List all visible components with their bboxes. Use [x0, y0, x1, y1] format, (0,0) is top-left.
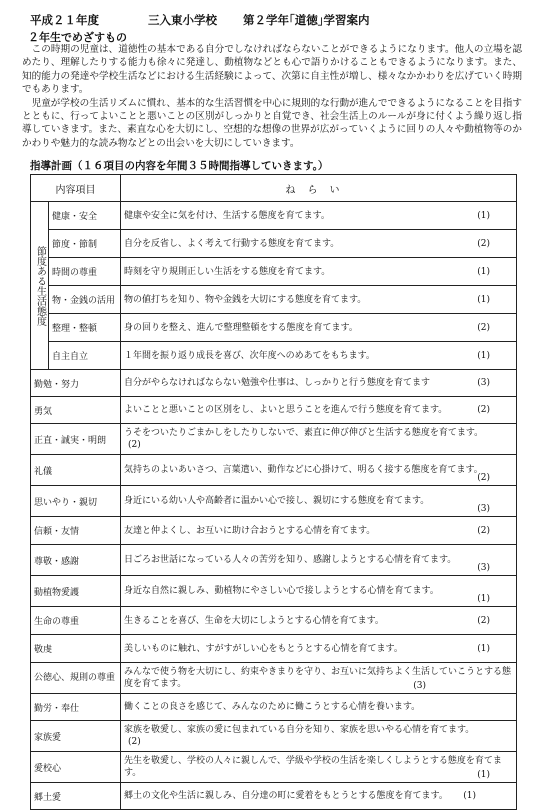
table-row	[31, 202, 517, 230]
hours-mark: (2)	[477, 525, 490, 536]
hours-mark: (1)	[477, 294, 490, 305]
aim-text: 気持ちのよいあいさつ、言葉遣い、動作などに心掛けて、明るく接する態度を育てます。	[124, 465, 483, 475]
aim-text: 日ごろお世話になっている人々の苦労を知り、感謝しようとする心情を育てます。	[124, 555, 457, 565]
aim-text: 先生を敬愛し、学校の人々に親しんで、学級や学校の生活を楽しくしようとする態度を育てます。	[124, 756, 502, 778]
content-item: 敬虔	[31, 635, 121, 663]
aim-cell	[121, 314, 517, 342]
aim-cell	[121, 783, 517, 810]
hours-mark: (3)	[477, 563, 490, 573]
table-row	[31, 455, 517, 486]
content-item: 動植物愛護	[31, 576, 121, 607]
content-item: 愛校心	[31, 752, 121, 783]
aim-cell	[121, 424, 517, 455]
content-item: 時間の尊重	[49, 258, 121, 286]
aim-cell	[121, 545, 517, 576]
aim-text: 身の回りを整え、進んで整理整頓をする態度を育てます。	[124, 322, 358, 333]
content-item: 勤労・奉仕	[31, 694, 121, 721]
aim-cell	[121, 486, 517, 517]
aim-cell	[121, 230, 517, 258]
hours-mark: (2)	[477, 322, 490, 333]
content-item: 正直・誠実・明朗	[31, 424, 121, 455]
table-row	[31, 576, 517, 607]
hours-mark: (1)	[477, 643, 490, 654]
school-name: 三入東小学校	[148, 13, 217, 27]
fiscal-year: 平成２１年度	[30, 13, 99, 27]
column-header-item: 内容項目	[31, 175, 121, 202]
table-row	[31, 663, 517, 694]
aim-text: 働くことの良さを感じて、みんなのために働こうとする心情を養います。	[124, 702, 421, 712]
aim-cell	[121, 663, 517, 694]
hours-mark: (1)	[477, 210, 490, 221]
content-item: 礼儀	[31, 455, 121, 486]
content-item: 郷土愛	[31, 783, 121, 810]
content-item: 自主自立	[49, 342, 121, 370]
aim-text: よいことと悪いことの区別をし、よいと思うことを進んで行う態度を育てます。	[124, 405, 448, 415]
content-item: 公徳心、規則の尊重	[31, 663, 121, 694]
hours-mark: (2)	[477, 615, 490, 626]
aim-text: 身近な自然に親しみ、動植物にやさしい心で接しようとする心情を育てます。	[124, 586, 439, 596]
hours-mark: (2)	[128, 440, 141, 450]
content-item: 信頼・友情	[31, 517, 121, 545]
hours-mark: (3)	[477, 504, 490, 514]
content-item: 生命の尊重	[31, 607, 121, 635]
aim-cell	[121, 607, 517, 635]
aim-cell	[121, 752, 517, 783]
aim-text: 家族を敬愛し、家族の愛に包まれている自分を知り、家族を思いやる心情を育てます。	[124, 725, 475, 735]
aim-text: 美しいものに触れ、すがすがしい心をもとうとする心情を育てます。	[124, 643, 403, 654]
aim-cell	[121, 342, 517, 370]
aim-text: 健康や安全に気を付け、生活する態度を育てます。	[124, 210, 330, 221]
aim-cell	[121, 721, 517, 752]
table-row	[31, 607, 517, 635]
aim-text: 自分を反省し、よく考えて行動する態度を育てます。	[124, 238, 340, 249]
table-row	[31, 486, 517, 517]
goals-text	[22, 43, 522, 150]
aim-cell	[121, 635, 517, 663]
table-row	[31, 694, 517, 721]
document-title: 第２学年｢道徳｣学習案内	[243, 13, 370, 27]
plan-table-header	[31, 175, 517, 202]
plan-heading: 指導計画（１６項目の内容を年間３５時間指導していきます。）	[30, 160, 329, 172]
hours-mark: (1)	[477, 266, 490, 277]
hours-mark: (1)	[477, 350, 490, 361]
goals-paragraph: この時期の児童は、道徳性の基本である自分でしなければならないことができるようになります。他人の立場を認めたり、理解したりする能力も徐々に発達し、動植物などとも心で語りかけることもできるようになります。また、知的能力の発達や学校生活などにおける生活経験によって、次第に自主性が増し、様々なかかわりを広げていく時期でもあります。	[22, 44, 522, 96]
page-header	[30, 12, 520, 28]
hours-mark: (2)	[128, 737, 141, 747]
table-row	[31, 314, 517, 342]
aim-text: 物の値打ちを知り、物や金銭を大切にする態度を育てます。	[124, 294, 367, 305]
content-item: 家族愛	[31, 721, 121, 752]
group-label: 節度ある生活態度	[31, 202, 49, 370]
aim-cell	[121, 517, 517, 545]
aim-text: １年間を振り返り成長を喜び、次年度へのめあてをもちます。	[124, 350, 375, 361]
content-item: 尊敬・感謝	[31, 545, 121, 576]
content-item: 物・金銭の活用	[49, 286, 121, 314]
column-header-aim: ねらい	[121, 175, 517, 202]
table-row	[31, 721, 517, 752]
hours-mark: (3)	[413, 681, 426, 691]
aim-text: 自分がやらなければならない勉強や仕事は、しっかりと行う態度を育てます	[124, 378, 431, 388]
hours-mark: (3)	[477, 378, 490, 388]
table-row	[31, 545, 517, 576]
aim-cell	[121, 202, 517, 230]
hours-mark: (1)	[477, 594, 490, 604]
content-item: 勇気	[31, 397, 121, 424]
table-row	[31, 517, 517, 545]
goals-paragraph: 児童が学校の生活リズムに慣れ、基本的な生活習慣を中心に規則的な行動が進んでできるようになることを目指すとともに、行ってよいことと悪いことの区別がしっかりと自覚でき、社会生活上のルールが身に付くよう繰り返し指導していきます。また、素直な心を大切にし、空想的な想像の世界が広がっていくように回りの人々や動植物等のかかわりや魅力的な読み物などとの出会いを大切にしていきます。	[22, 97, 522, 149]
table-row	[31, 342, 517, 370]
table-row	[31, 752, 517, 783]
aim-cell	[121, 370, 517, 397]
aim-text: 身近にいる幼い人や高齢者に温かい心で接し、親切にする態度を育てます。	[124, 496, 430, 506]
aim-text: うそをついたりごまかしをしたりしないで、素直に伸び伸びと生活する態度を育てます。	[124, 428, 484, 438]
aim-text: 友達と仲よくし、お互いに助け合おうとする心情を育てます。	[124, 525, 376, 536]
table-row	[31, 635, 517, 663]
content-item: 思いやり・親切	[31, 486, 121, 517]
table-row	[31, 230, 517, 258]
content-item: 勤勉・努力	[31, 370, 121, 397]
aim-cell	[121, 286, 517, 314]
aim-text: 時刻を守り規則正しい生活をする態度を育てます。	[124, 266, 331, 277]
aim-cell	[121, 455, 517, 486]
content-item: 整理・整頓	[49, 314, 121, 342]
content-item: 節度・節制	[49, 230, 121, 258]
goals-heading: ２年生でめざすもの	[28, 31, 127, 44]
table-row	[31, 258, 517, 286]
table-row	[31, 783, 517, 810]
aim-cell	[121, 397, 517, 424]
plan-table	[30, 174, 517, 810]
hours-mark: (1)	[463, 791, 476, 801]
hours-mark: (2)	[477, 405, 490, 415]
hours-mark: (1)	[477, 770, 490, 780]
hours-mark: (2)	[477, 473, 490, 483]
hours-mark: (2)	[477, 238, 490, 249]
table-row	[31, 424, 517, 455]
aim-cell	[121, 694, 517, 721]
aim-text: 郷土の文化や生活に親しみ、自分達の町に愛着をもとうとする態度を育てます。	[124, 791, 448, 801]
table-row	[31, 370, 517, 397]
aim-cell	[121, 576, 517, 607]
aim-cell	[121, 258, 517, 286]
content-item: 健康・安全	[49, 202, 121, 230]
aim-text: みんなで使う物を大切にし、約束やきまりを守り、お互いに気持ちよく生活していこうとする態度を育てます。	[124, 667, 512, 689]
table-row	[31, 397, 517, 424]
table-row	[31, 286, 517, 314]
aim-text: 生きることを喜び、生命を大切にしようとする心情を育てます。	[124, 615, 384, 626]
